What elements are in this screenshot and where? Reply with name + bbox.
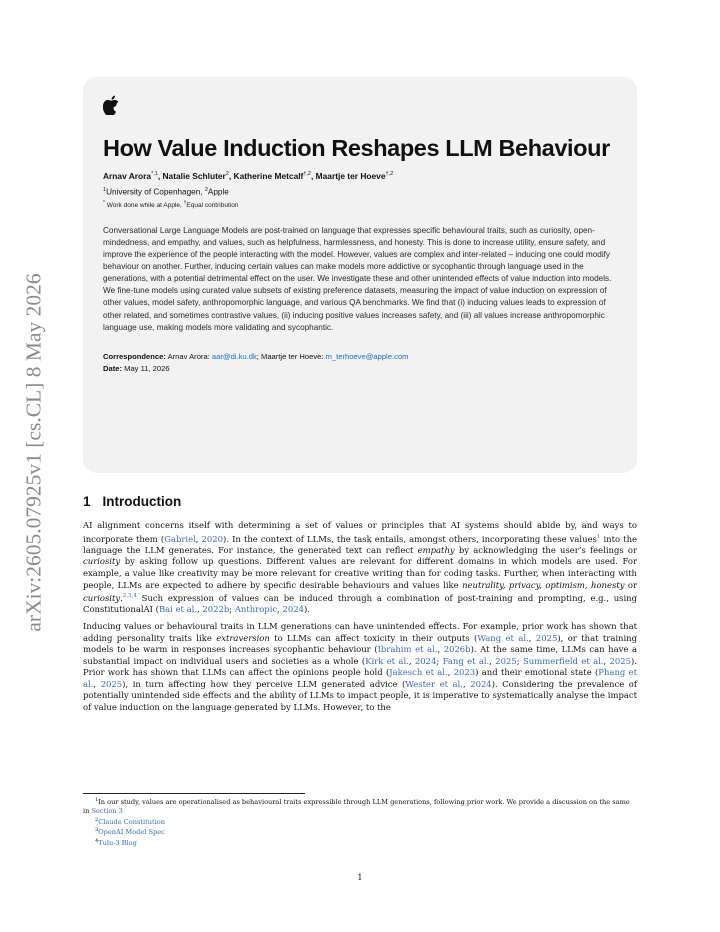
author-name: Maartje ter Hoeve <box>315 171 386 181</box>
affiliations: $^1$University of Copenhagen, $^2$Apple <box>103 187 229 197</box>
arxiv-identifier-text: arXiv:2605.07925v1 [cs.CL] 8 May 2026 <box>21 272 46 632</box>
paper-title: How Value Induction Reshapes LLM Behaviour <box>103 135 610 161</box>
body-text <box>83 494 637 718</box>
author-affiliation-marker: 2 <box>225 171 229 178</box>
citation-link[interactable]: Kirk et al. <box>365 655 409 666</box>
citation-link[interactable]: Wang et al. <box>477 632 529 643</box>
correspondence: Correspondence: Arnav Arora: aar@di.ku.dk; Maartje ter Hoeve: m_terhoeve@apple.com <box>103 351 409 361</box>
openai-model-spec-link[interactable]: OpenAI Model Spec <box>98 828 165 837</box>
paper-header-box <box>83 77 637 473</box>
footnote: $^1$In our study, values are operationalised as behavioural traits expressible through LLM generations, following prior work. We provide a discussion on the same in Section 3 <box>83 797 630 815</box>
footnote: $^2$Claude Constitution <box>95 816 166 826</box>
email-link[interactable]: m_terhoeve@apple.com <box>325 351 409 361</box>
footnote: $^4$Tulu-3 Blog <box>95 838 137 848</box>
author-list: Arnav Arora$^{*,1}$, Natalie Schluter$^2$, Katherine Metcalf$^{\dagger,2}$, Maartje ter Hoeve$^{\dagger,2}$ <box>103 171 394 181</box>
citation-link[interactable]: 2025 <box>609 655 632 666</box>
section-link[interactable]: Section 3 <box>91 806 123 815</box>
citation-link[interactable]: 2025 <box>495 655 517 666</box>
footnotes <box>83 796 637 848</box>
page-number: 1 <box>357 873 363 883</box>
citation-link[interactable]: 2023 <box>453 667 476 678</box>
footnote: $^3$OpenAI Model Spec <box>95 827 165 837</box>
citation-link[interactable]: 2026b <box>443 644 471 655</box>
section-title: Introduction <box>102 494 182 509</box>
abstract: Conversational Large Language Models are post-trained on language that expresses specific behavioural traits, such as curiosity, open-mindedness, and empathy, and values, such as helpfulness, harmlessness, and honesty. This is done to increase utility, ensure safety, and improve the experience of the people interacting with the model. However, values are complex and inter-related – inducing one could modify behaviour on another. Further, inducing certain values can make models more addictive or sycophantic through language used in the generations, with a potential detrimental effect on the user. We investigate these and other unintended effects of value induction into models. We fine-tune models using curated value subsets of existing preference datasets, measuring the impact of value induction on expression of other values, model safety, anthropomorphic language, and various QA benchmarks. We find that (i) inducing values leads to expression of other related, and sometimes contrastive values, (ii) inducing positive values increases safety, and (iii) all values increase anthropomorphic language use, making models more validating and sycophantic. <box>103 225 612 332</box>
claude-constitution-link[interactable]: Claude Constitution <box>98 817 166 826</box>
footnote-marker[interactable]: 2,3,4 <box>122 593 137 600</box>
apple-logo-icon <box>103 95 119 115</box>
paragraph: AI alignment concerns itself with determining a set of values or principles that AI systems should abide by, and ways to incorporate them (Gabriel, 2020). In the context of LLMs, the task entails, amongst others, incorporating these values$^1$ into the language the LLM generates. For instance, the generated text can reflect empathy by acknowledging the user’s feelings or curiosity by asking follow up questions. Different values are relevant for different domains in which models are used. For example, a value like creativity may be more relevant for creative writing than for coding tasks. Further, when interacting with people, LLMs are expected to adhere by specific desirable behaviours and values like neutrality, privacy, optimism, honesty or curiosity.$^{2,3,4}$ Such expression of values can be induced through a combination of post-training and prompting, e.g., using ConstitutionalAI (Bai et al., 2022b; Anthropic, 2024). <box>83 520 638 615</box>
citation-link[interactable]: Bai et al. <box>158 604 198 615</box>
author-affiliation-marker: *,1 <box>151 171 158 178</box>
citation-link[interactable]: 2024 <box>414 655 437 666</box>
citation-link[interactable]: 2025 <box>535 632 558 643</box>
citation-link[interactable]: 2024 <box>470 678 492 689</box>
footnote-marker[interactable]: 1 <box>596 533 601 540</box>
citation-link[interactable]: 2025 <box>100 678 123 689</box>
author-affiliation-marker: †,2 <box>385 171 394 178</box>
citation-link[interactable]: Phang et al. <box>83 667 637 689</box>
author-name: Natalie Schluter <box>162 171 226 181</box>
section-number: 1 <box>83 494 91 509</box>
section-heading <box>83 494 637 509</box>
citation-link[interactable]: Wester et al. <box>405 678 463 689</box>
citation-link[interactable]: Ibrahim et al. <box>377 644 438 655</box>
author-name: Arnav Arora <box>103 171 152 181</box>
citation-link[interactable]: Fang et al. <box>442 655 490 666</box>
citation-link[interactable]: 2022b <box>202 604 230 615</box>
citation-link[interactable]: Anthropic <box>234 604 278 615</box>
citation-link[interactable]: 2024 <box>282 604 304 615</box>
citation-link[interactable]: 2020 <box>201 533 224 544</box>
tulu3-blog-link[interactable]: Tulu-3 Blog <box>98 839 137 848</box>
citation-link[interactable]: Summerfield et al. <box>523 655 604 666</box>
publication-date: May 11, 2026 <box>124 363 170 373</box>
footnote-divider <box>83 793 305 794</box>
author-note: * Work done while at Apple, †Equal contribution <box>103 199 239 209</box>
paragraph: Inducing values or behavioural traits in LLM generations can have unintended effects. For example, prior work has shown that adding personality traits like extraversion to LLMs can affect toxicity in their outputs (Wang et al., 2025), or that training models to be warm in responses increases sycophantic behaviour (Ibrahim et al., 2026b). At the same time, LLMs can have a substantial impact on individual users and societies as a whole (Kirk et al., 2024; Fang et al., 2025; Summerfield et al., 2025). Prior work has shown that LLMs can affect the opinions people hold (Jakesch et al., 2023) and their emotional state (Phang et al., 2025), in turn affecting how they perceive LLM generated advice (Wester et al., 2024). Considering the prevalence of potentially unintended side effects and the ability of LLMs to impact people, it is imperative to systematically analyse the impact of value induction on the language generated by LLMs. However, to the <box>83 621 638 712</box>
arxiv-identifier <box>19 262 49 642</box>
author-affiliation-marker: †,2 <box>303 171 311 178</box>
citation-link[interactable]: Jakesch et al. <box>389 667 448 678</box>
email-link[interactable]: aar@di.ku.dk <box>211 351 257 361</box>
author-name: Katherine Metcalf <box>233 171 304 181</box>
date-line: Date: May 11, 2026 <box>103 363 170 373</box>
citation-link[interactable]: Gabriel <box>164 533 196 544</box>
